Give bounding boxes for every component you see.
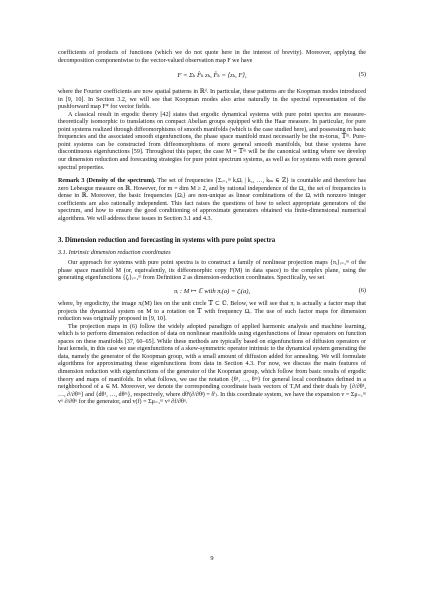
equation-5 — [58, 68, 366, 86]
subsection-heading: 3.1. Intrinsic dimension reduction coordinates — [58, 250, 171, 257]
remark-3-body: The set of frequencies {Σᵢ₌₁ᵐ kᵢΩᵢ | k₁, …, kₘ ∈ ℤ} is countable and therefore has zero Lebesgue measure on ℝ. However, for m = dim M ≥ 2, and by rational independence of the Ωᵢ, the set of frequencies is dense in ℝ. Moreover, the basic frequencies {Ωᵢ} are non-unique as linear combinations of the Ωᵢ with nonzero integer coefficients are also rationally independent. This fact raises the questions of how to select appropriate generators of the spectrum, and how to ensure the good conditioning of approximate generators obtained via finite-dimensional numerical algorithms. We will address these issues in Section 3.1 and 4.3. — [58, 178, 366, 222]
paragraph-approach: Our approach for systems with pure point spectra is to construct a family of nonlinear projection maps {πᵢ}ᵢ₌₁ᵐ of the phase space manifold M (or, equivalently, its diffeomorphic copy F(M) in data space) to the complex plane, using the generating eigenfunctions {ζᵢ}ᵢ₌₁ᵐ from Definition 2 as dimension-reduction coordinates. Specifically, we set — [58, 260, 366, 282]
paragraph-intro: coefficients of products of functions (which we do not quote here in the interest of brevity). Moreover, applying the decomposition componentwise to the vector-valued observation map F we have — [58, 50, 366, 64]
equation-6-number: (6) — [358, 287, 366, 295]
equation-6 — [58, 286, 366, 298]
paragraph-fourier: where the Fourier coefficients are now spatial patterns in ℝᵈ. In particular, these patterns are the Koopman modes introduced in [9, 10]. In Section 3.2, we will see that Koopman modes also arise naturally in the spectral representation of the pushforward map F* for vector fields. — [58, 89, 366, 111]
paragraph-projection-maps: The projection maps in (6) follow the widely adopted paradigm of applied harmonic analysis and machine learning, which is to perform dimension reduction of data on nonlinear manifolds using eigenfunctions of linear operators on function spaces on these manifolds [37, 60–65]. While these methods are typically based on eigenfunctions of diffusion operators or heat kernels, in this case we use eigenfunctions of a skew-symmetric operator intrinsic to the dynamical system generating the data, namely the generator of the Koopman group, with a small amount of diffusion added for annealing. We will formulate algorithms for approximating these eigenfunctions from data in Section 4.3. For now, we discuss the main features of dimension reduction with eigenfunctions of the generator of the Koopman group, which follow from basic results of ergodic theory and maps of manifolds. In what follows, we use the notation {θ¹, …, θᵐ} for general local coordinates defined in a neighborhood of a ∈ M. Moreover, we denote the corresponding coordinate basis vectors of TₐM and their duals by {∂/∂θ¹, …, ∂/∂θᵐ} and {dθ¹, …, dθᵐ}, respectively, where dθⁱ(∂/∂θʲ) = δⁱⱼ. In this coordinate system, we have the expansion v = Σμ₌₁ᵐ vᵘ ∂/∂θᵘ for the generator, and v(f) = Σμ₌₁ᵐ vᵘ ∂f/∂θᵘ. — [58, 323, 366, 406]
remark-3 — [58, 178, 366, 223]
page-number: 9 — [210, 555, 214, 562]
section-heading: 3. Dimension reduction and forecasting in systems with pure point spectra — [58, 237, 276, 245]
equation-5-body: F = Σₖ F̂ₖ zₖ, F̂ₖ = ⟨zₖ, F⟩, — [177, 72, 247, 80]
equation-6-body: πᵢ : M ↦ ℂ with πᵢ(a) = ζᵢ(a), — [173, 288, 251, 296]
paragraph-factor-map: where, by ergodicity, the image πᵢ(M) lies on the unit circle 𝕋 ⊂ ℂ. Below, we will see that πᵢ is actually a factor map that projects the dynamical system on M to a rotation on 𝕋 with frequency Ωᵢ. The use of such factor maps for dimension reduction was originally proposed in [9, 10]. — [58, 301, 366, 323]
paragraph-ergodic: A classical result in ergodic theory [42] states that ergodic dynamical systems with pure point spectra are measure-theoretically isomorphic to translations on compact Abelian groups equipped with the Haar measure. In particular, for pure point systems realized through diffeomorphisms of smooth manifolds (which is the case studied here), and possessing m basic frequencies and the associated smooth eigenfunctions, the phase space manifold must necessarily be the m-torus, 𝕋ᵐ. Pure-point systems can be constructed from diffeomorphisms of more general smooth manifolds, but these systems have discontinuous eigenfunctions [59]. Throughout this paper, the case M = 𝕋ᵐ will be the canonical setting where we develop our dimension reduction and forecasting strategies for pure point spectrum systems, as well as for systems with more general spectral properties. — [58, 111, 366, 171]
remark-3-title: Remark 3 (Density of the spectrum). — [58, 178, 156, 185]
equation-5-number: (5) — [358, 71, 366, 79]
